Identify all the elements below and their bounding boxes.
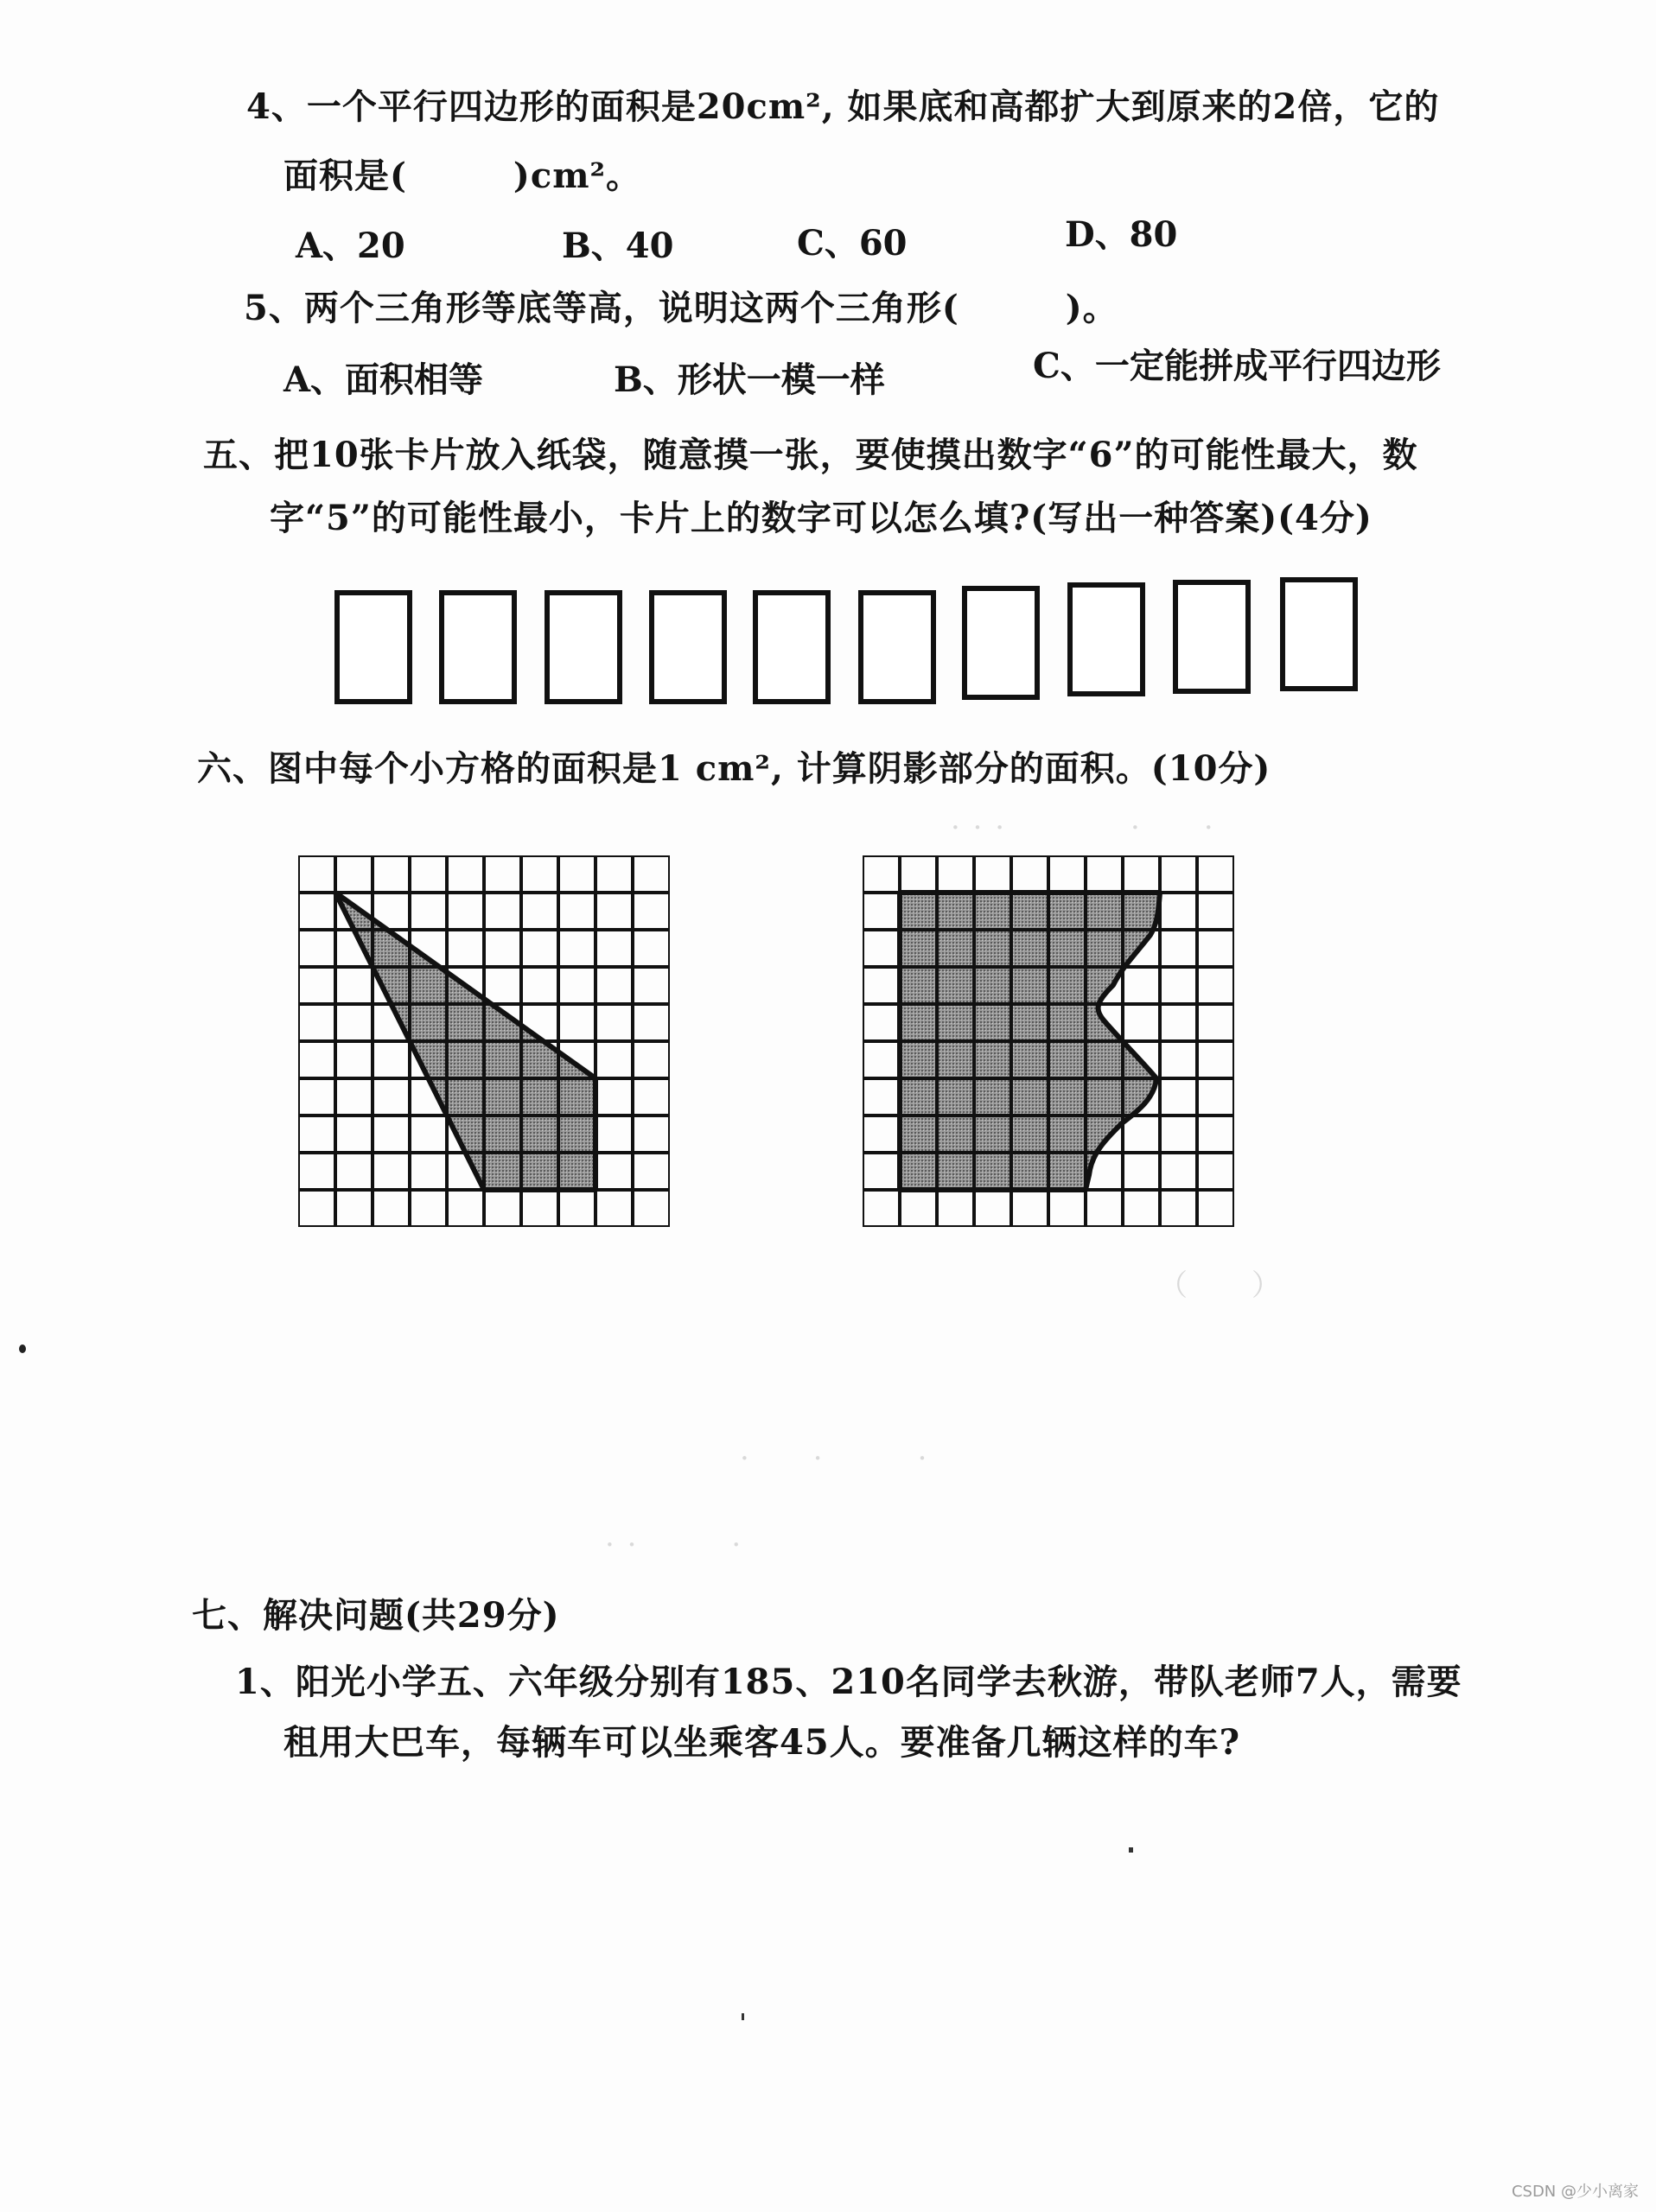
section7-title: 七、解决问题(共29分) bbox=[192, 1595, 560, 1636]
speck bbox=[1129, 1847, 1133, 1853]
card-box-6[interactable] bbox=[858, 590, 936, 704]
q5-line1: 5、两个三角形等底等高，说明这两个三角形( )。 bbox=[244, 288, 1118, 328]
speck bbox=[19, 1344, 26, 1353]
card-box-1[interactable] bbox=[334, 590, 412, 704]
left-grid-svg bbox=[298, 855, 670, 1227]
bleed-through-text: （ ） bbox=[1158, 1268, 1283, 1303]
watermark: CSDN @少小离家 bbox=[1511, 2183, 1639, 2201]
left-grid-figure bbox=[298, 855, 670, 1230]
card-box-5[interactable] bbox=[753, 590, 831, 704]
card-box-7[interactable] bbox=[962, 586, 1040, 700]
section7-q1-line1: 1、阳光小学五、六年级分别有185、210名同学去秋游，带队老师7人，需要 bbox=[235, 1662, 1462, 1702]
q4-line2: 面积是( )cm²。 bbox=[283, 156, 642, 196]
right-grid-figure bbox=[863, 855, 1234, 1230]
q4-option-b: B、40 bbox=[562, 226, 674, 266]
section5-line1: 五、把10张卡片放入纸袋，随意摸一张，要使摸出数字“6”的可能性最大，数 bbox=[203, 435, 1418, 475]
q4-line1: 4、一个平行四边形的面积是20cm², 如果底和高都扩大到原来的2倍，它的 bbox=[246, 86, 1440, 127]
card-box-2[interactable] bbox=[439, 590, 517, 704]
card-box-3[interactable] bbox=[545, 590, 622, 704]
card-box-8[interactable] bbox=[1067, 582, 1145, 696]
q4-option-c: C、60 bbox=[797, 223, 908, 264]
bleed-through-text: · · · bbox=[709, 1441, 929, 1476]
bleed-through-text: · · · bbox=[605, 1528, 743, 1562]
bleed-through-text: · · · · · bbox=[951, 810, 1215, 845]
speck bbox=[742, 2013, 744, 2020]
q4-option-d: D、80 bbox=[1065, 214, 1178, 255]
q5-option-b: B、形状一模一样 bbox=[614, 359, 885, 400]
card-box-4[interactable] bbox=[649, 590, 727, 704]
q5-option-c: C、一定能拼成平行四边形 bbox=[1033, 346, 1441, 386]
card-box-9[interactable] bbox=[1173, 580, 1251, 694]
card-box-10[interactable] bbox=[1280, 577, 1358, 691]
q4-option-a: A、20 bbox=[296, 226, 405, 266]
section7-q1-line2: 租用大巴车，每辆车可以坐乘客45人。要准备几辆这样的车? bbox=[283, 1722, 1241, 1763]
section6-title: 六、图中每个小方格的面积是1 cm², 计算阴影部分的面积。(10分) bbox=[197, 748, 1271, 789]
q5-option-a: A、面积相等 bbox=[283, 359, 484, 400]
right-grid-svg bbox=[863, 855, 1234, 1227]
section5-line2: 字“5”的可能性最小，卡片上的数字可以怎么填?(写出一种答案)(4分) bbox=[270, 498, 1373, 538]
